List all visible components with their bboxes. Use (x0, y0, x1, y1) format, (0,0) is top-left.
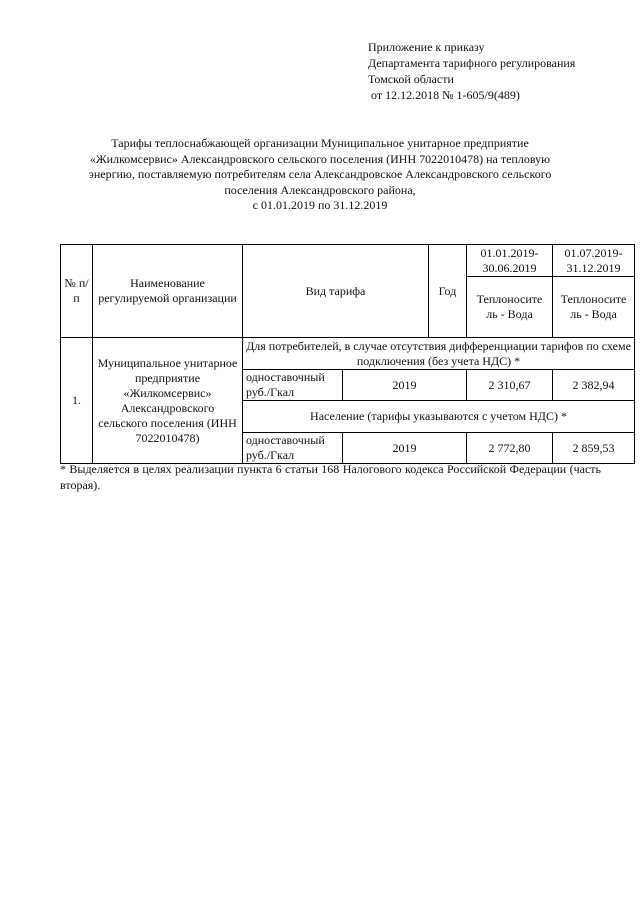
table-row (61, 338, 635, 370)
header-carrier-2: Теплоносите ль - Вода (553, 277, 635, 338)
row-group-2-value-1: 2 772,80 (467, 433, 553, 464)
appendix-line: от 12.12.2018 № 1-605/9(489) (368, 88, 520, 102)
title-line: «Жилкомсервис» Александровского сельского поселения (ИНН 7022010478) на тепловую (89, 151, 551, 166)
title-line: с 01.01.2019 по 31.12.2019 (252, 198, 388, 212)
row-group-1-year: 2019 (343, 370, 467, 401)
row-group-2-type: одноставочный руб./Гкал (243, 433, 343, 464)
appendix-line: Томской области (368, 72, 454, 86)
footnote: * Выделяется в целях реализации пункта 6 статьи 168 Налогового кодекса Российской Федерации (часть вторая). (60, 462, 601, 492)
row-group-2-year: 2019 (343, 433, 467, 464)
title-line: поселения Александровского района, (224, 182, 416, 197)
header-carrier-1: Теплоносите ль - Вода (467, 277, 553, 338)
header-num: № п/п (61, 245, 93, 338)
row-group-2-value-2: 2 859,53 (553, 433, 635, 464)
table-header-row (61, 245, 635, 277)
tariffs-table (60, 244, 635, 464)
appendix-line: Департамента тарифного регулирования (368, 56, 576, 70)
appendix-line: Приложение к приказу (368, 40, 485, 54)
header-year: Год (429, 245, 467, 338)
row-group-1-type: одноставочный руб./Гкал (243, 370, 343, 401)
row-group-1-label: Для потребителей, в случае отсутствия дифференциации тарифов по схеме подключения (без учета НДС) * (243, 338, 635, 370)
header-org: Наименование регулируемой организации (93, 245, 243, 338)
appendix-block (368, 39, 575, 103)
row-org: Муниципальное унитарное предприятие «Жилкомсервис» Александровского сельского поселения (ИНН 7022010478) (93, 338, 243, 464)
row-group-1-value-1: 2 310,67 (467, 370, 553, 401)
row-group-2-label: Население (тарифы указываются с учетом НДС) * (243, 401, 635, 433)
header-period-1: 01.01.2019-30.06.2019 (467, 245, 553, 277)
row-num: 1. (61, 338, 93, 464)
header-period-2: 01.07.2019-31.12.2019 (553, 245, 635, 277)
document-title (60, 136, 580, 214)
title-line: энергию, поставляемую потребителям села Александровское Александровского сельского (88, 167, 552, 181)
title-line: Тарифы теплоснабжающей организации Муниципальное унитарное предприятие (111, 136, 529, 150)
header-tariff-type: Вид тарифа (243, 245, 429, 338)
row-group-1-value-2: 2 382,94 (553, 370, 635, 401)
